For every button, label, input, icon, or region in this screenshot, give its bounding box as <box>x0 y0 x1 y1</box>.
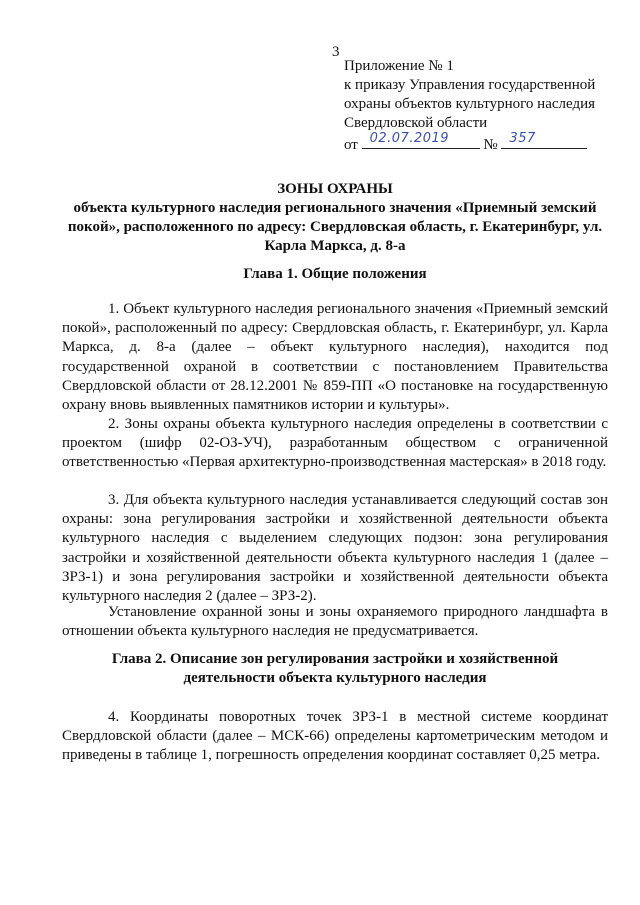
paragraph-1: 1. Объект культурного наследия регионального значения «Приемный земский покой», расположенный по адресу: Свердловская область, г. Екатеринбург, ул. Карла Маркса, д. 8-а (далее – объект культурного наследия), находится под государственной охраной в соответствии с постановлением Правительства Свердловской области от 28.12.2001 № 859-ПП «О постановке на государственную охрану вновь выявленных памятников истории и культуры». <box>62 301 608 414</box>
appendix-header <box>344 57 595 155</box>
date-field <box>362 133 480 149</box>
appendix-line-2: к приказу Управления государственной <box>344 77 596 93</box>
paragraph-4: Установление охранной зоны и зоны охраняемого природного ландшафта в отношении объекта культурного наследия не предусматривается. <box>62 604 608 640</box>
paragraph-3: 3. Для объекта культурного наследия устанавливается следующий состав зон охраны: зона регулирования застройки и хозяйственной деятельности объекта культурного наследия с выделением следующих подзон: зона регулирования застройки и хозяйственной деятельности объекта культурного наследия 1 (далее – ЗРЗ-1) и зона регулирования застройки и хозяйственной деятельности объекта культурного наследия 2 (далее – ЗРЗ-2). <box>62 492 608 605</box>
paragraph-2: 2. Зоны охраны объекта культурного наследия определены в соответствии с проектом (шифр 02-ОЗ-УЧ), разработанным обществом с ограниченной ответственностью «Первая архитектурно-производственная мастерская» в 2018 году. <box>62 416 608 471</box>
handwritten-date: 02.07.2019 <box>369 131 450 146</box>
paragraph-5: 4. Координаты поворотных точек ЗРЗ-1 в местной системе координат Свердловской области (далее – МСК-66) определены картометрическим методом и приведены в таблице 1, погрешность определения координат составляет 0,25 метра. <box>62 709 608 764</box>
title-heading: ЗОНЫ ОХРАНЫ <box>277 181 393 197</box>
appendix-line-3: охраны объектов культурного наследия <box>344 96 596 112</box>
from-label: от <box>344 137 358 153</box>
chapter-1-heading: Глава 1. Общие положения <box>243 266 427 282</box>
chapter-2-heading: Глава 2. Описание зон регулирования застройки и хозяйственной деятельности объекта культурного наследия <box>111 651 559 686</box>
appendix-line-4: Свердловской области <box>344 115 488 131</box>
page-number: 3 <box>332 44 340 60</box>
number-field <box>501 133 587 149</box>
number-label: № <box>483 137 498 153</box>
appendix-line-1: Приложение № 1 <box>344 58 454 74</box>
title-subtitle: объекта культурного наследия регионального значения «Приемный земский покой», расположенного по адресу: Свердловская область, г. Екатеринбург, ул. Карла Маркса, д. 8-а <box>67 200 603 254</box>
handwritten-number: 357 <box>509 131 536 146</box>
appendix-date-line <box>344 133 595 155</box>
document-title <box>62 180 608 256</box>
